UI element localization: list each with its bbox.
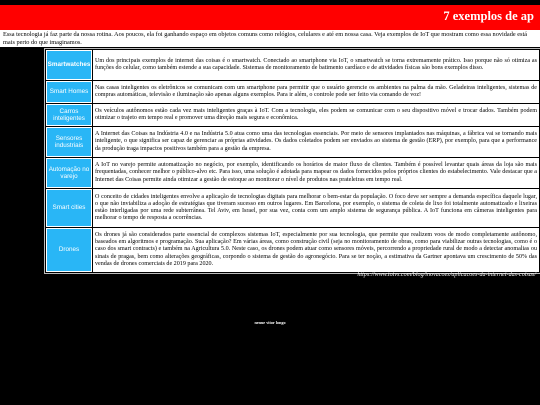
source-link[interactable]: https://www.totvs.com/blog/inovacoes/aplicacoes-da-internet-das-coisas/ <box>357 272 536 278</box>
table-row <box>46 127 539 157</box>
intro-box <box>0 30 540 47</box>
title-bar <box>0 5 540 30</box>
row-text-carros: Os veículos autônomos estão cada vez mais inteligentes graças à IoT. Com a tecnologia, eles podem se comunicar com o seu dispositivo móvel e trocar dados. Também podem otimizar o trajeto em tempo real e promover uma direção mais segura e econômica. <box>93 104 539 126</box>
row-label-smart-homes: Smart Homes <box>46 81 92 103</box>
table-row <box>46 104 539 126</box>
table-row <box>46 189 539 227</box>
row-text-smart-cities: O conceito de cidades inteligentes envolve a aplicação de tecnologias digitais para melhorar o bem-estar da população. O foco deve ser sempre a demanda específica daquele lugar, o que não inviabiliza a adoção de estratégias que tiveram sucesso em outros lugares. Em Barcelona, por exemplo, o sistema de coleta de lixo foi totalmente automatizado e lixeiras estão interligadas por uma rede subterrânea. Tel Aviv, em Israel, por sua vez, conta com um amplo sistema de segurança pública. A IoT funciona em câmeras inteligentes para melhorar o tempo de resposta a ocorrências. <box>93 189 539 227</box>
row-text-smartwatches: Um dos principais exemplos de internet das coisas é o smartwatch. Conectado ao smartphone via IoT, o smartwatch se torna extremamente prático. Isso porque não só otimiza as funções do celular, como também estende a sua capacidade. Sistemas de monitoramento de batimento cardíaco e de atividades físicas são bons exemplos disso. <box>93 50 539 80</box>
row-label-carros: Carros inteligentes <box>46 104 92 126</box>
table-row <box>46 158 539 188</box>
slide-title: 7 exemplos de ap <box>443 9 534 23</box>
footer-note: nenue vitor longo <box>254 320 286 325</box>
row-label-sensores: Sensores industriais <box>46 127 92 157</box>
examples-table <box>44 48 540 274</box>
row-text-varejo: A IoT no varejo permite automatização no negócio, por exemplo, identificando os horários de maior fluxo de clientes. Também é possível levantar quais áreas da loja são mais frequentadas, conhecer melhor o público-alvo etc. Para isso, uma solução é adotada para mapear os dados fornecidos pelos próprios clientes do estabelecimento. Vale destacar que a Internet das Coisas permite ainda otimizar a gestão de estoque ao monitorar o nível de produtos nas prateleiras em tempo real. <box>93 158 539 188</box>
table-row <box>46 228 539 272</box>
row-label-smartwatches: Smartwatches <box>46 50 92 80</box>
intro-text: Essa tecnologia já faz parte da nossa rotina. Aos poucos, ela foi ganhando espaço em objetos comuns como relógios, celulares e até em nossa casa. Veja exemplos de IoT que mostram como essa novidade está mais perto do que imaginamos. <box>3 31 527 46</box>
row-label-drones: Drones <box>46 228 92 272</box>
row-text-drones: Os drones já são considerados parte essencial de complexos sistemas IoT, especialmente por sua tecnologia, que permite que realizem voos de modo completamente autônomo, baseados em algoritmos e programação. Sua aplicação? Em várias áreas, como construção civil (seja no monitoramento de obras, como para viabilizar outras tecnologias, como é o caso dos smart contracts) e também na Agricultura 5.0. Neste caso, os drones podem atuar como sensores móveis, percorrendo a propriedade rural de modo a detectar anomalias ou sinais de pragas, bem como alterações geográficas, corpondo o sistema de gestão do agronegócio. Para se ter noção, a estimativa da Gartner apontava um crescimento de 50% das vendas de drones comerciais de 2019 para 2020. <box>93 228 539 272</box>
row-label-varejo: Automação no varejo <box>46 158 92 188</box>
table-row <box>46 50 539 80</box>
row-text-smart-homes: Nas casas inteligentes os eletrônicos se comunicam com um smartphone para permitir que o usuário gerencie os ambientes na palma da mão. Geladeiras inteligentes, sistemas de compras automáticas, televisão e iluminação são apenas alguns exemplos. Para ir além, o controle pode ser feito via comando de voz! <box>93 81 539 103</box>
table-row <box>46 81 539 103</box>
row-text-sensores: A Internet das Coisas na Indústria 4.0 e na Indústria 5.0 atua como uma das tecnologias essenciais. Por meio de sensores implantados nas máquinas, a fábrica vai se tornando mais inteligente, o que significa ser capaz de gerenciar as próprias atividades. Os dados coletados podem ser enviados ao sistema de gestão (ERP), por exemplo, para que a performance da produção traga impactos positivos também para a gestão da empresa. <box>93 127 539 157</box>
row-label-smart-cities: Smart cities <box>46 189 92 227</box>
